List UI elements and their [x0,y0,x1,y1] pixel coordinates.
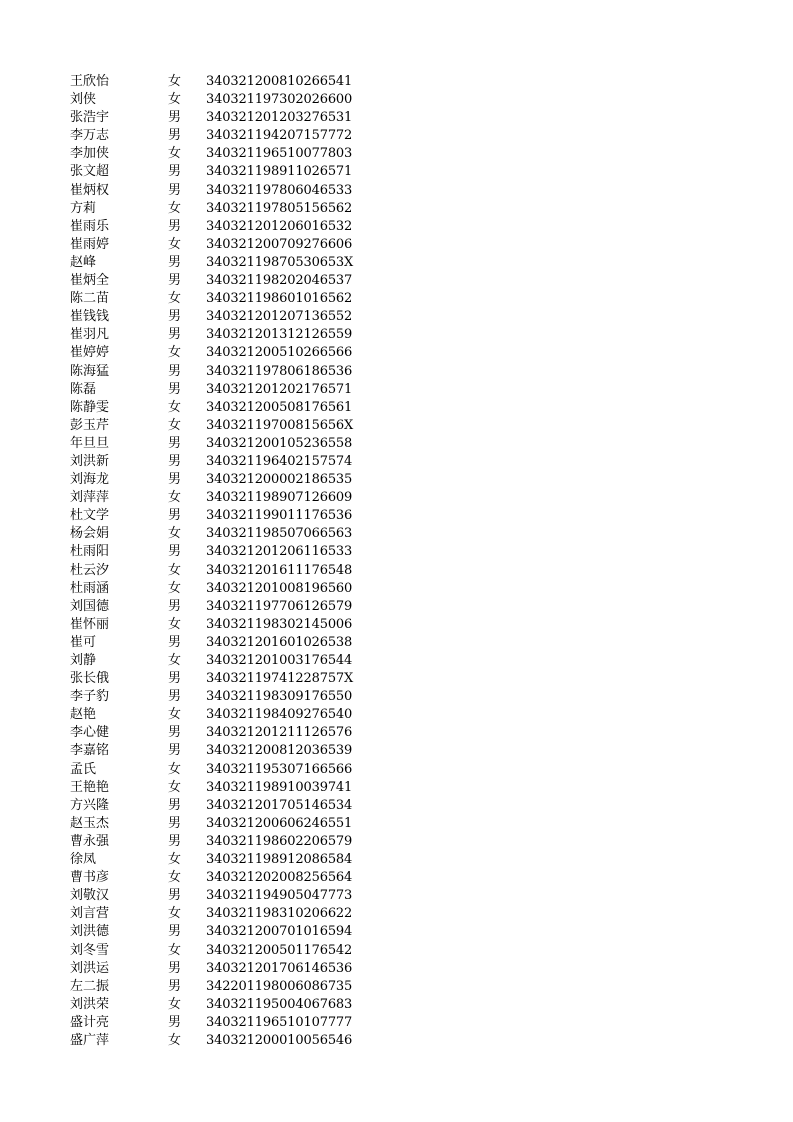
name-cell: 年旦旦 [70,435,110,451]
id-number-cell: 340321197806186536 [206,363,353,379]
gender-cell: 男 [168,182,182,198]
name-cell: 崔钱钱 [70,309,110,325]
name-cell: 崔可 [70,634,97,650]
table-row [70,797,370,815]
table-row [70,236,370,254]
table-row [70,417,370,435]
name-cell: 李心健 [70,725,110,741]
table-row [70,453,370,471]
gender-cell: 女 [168,580,182,596]
id-number-cell: 340321201206016532 [206,218,353,234]
id-number-cell: 340321197805156562 [206,200,353,216]
id-number-cell: 340321194905047773 [206,888,353,904]
gender-cell: 男 [168,1014,182,1030]
gender-cell: 男 [168,110,182,126]
id-number-cell: 340321200810266541 [206,74,353,89]
table-row [70,290,370,308]
gender-cell: 女 [168,779,182,795]
name-cell: 赵艳 [70,707,97,723]
name-cell: 刘静 [70,653,97,668]
id-number-cell: 340321200002186535 [206,472,353,488]
id-number-cell: 340321201705146534 [206,797,353,813]
table-row [70,706,370,724]
name-cell: 刘侠 [70,92,97,108]
gender-cell: 男 [168,128,182,144]
table-row [70,182,370,200]
id-number-cell: 340321198910039741 [206,779,353,795]
name-cell: 李加侠 [70,146,110,162]
gender-cell: 男 [168,689,182,705]
name-cell: 徐凤 [70,852,97,868]
name-cell: 王艳艳 [70,779,110,795]
id-number-cell: 340321197706126579 [206,598,353,614]
table-row [70,399,370,417]
gender-cell: 男 [168,544,182,560]
gender-cell: 男 [168,254,182,270]
table-row [70,688,370,706]
table-row [70,562,370,580]
id-number-cell: 340321200010056546 [206,1032,353,1048]
id-number-cell: 340321198409276540 [206,707,353,723]
gender-cell: 女 [168,417,182,433]
gender-cell: 男 [168,743,182,759]
name-cell: 李子豹 [70,689,110,705]
name-cell: 张浩宇 [70,110,110,126]
name-cell: 杜雨涵 [70,580,110,596]
name-cell: 李嘉铭 [70,743,110,759]
name-cell: 杜云汐 [70,562,110,578]
name-cell: 刘洪新 [70,453,110,469]
id-number-cell: 340321200812036539 [206,743,353,759]
gender-cell: 女 [168,291,182,307]
gender-cell: 男 [168,508,182,524]
id-number-cell: 340321198302145006 [206,616,353,632]
table-row [70,960,370,978]
gender-cell: 男 [168,381,182,397]
id-number-cell: 340321200709276606 [206,236,353,252]
table-row [70,127,370,145]
table-row [70,815,370,833]
id-number-cell: 340321195004067683 [206,996,353,1012]
id-number-cell: 340321201202176571 [206,381,353,397]
id-number-cell: 340321196402157574 [206,453,353,469]
table-row [70,363,370,381]
id-number-cell: 340321201206116533 [206,544,353,560]
gender-cell: 男 [168,671,182,687]
table-row [70,381,370,399]
table-row [70,887,370,905]
name-cell: 崔婷婷 [70,345,110,361]
gender-cell: 女 [168,490,182,506]
gender-cell: 女 [168,906,182,922]
name-cell: 盛广萍 [70,1032,110,1048]
name-cell: 崔炳权 [70,182,110,198]
name-cell: 杜文学 [70,508,110,524]
table-row [70,742,370,760]
name-cell: 刘洪德 [70,924,110,940]
gender-cell: 男 [168,273,182,289]
gender-cell: 女 [168,92,182,108]
table-row [70,978,370,996]
table-row [70,163,370,181]
name-cell: 刘敬汉 [70,888,110,904]
gender-cell: 女 [168,562,182,578]
id-number-cell: 340321198907126609 [206,490,353,506]
table-row [70,218,370,236]
id-number-cell: 340321200606246551 [206,815,353,831]
id-number-cell: 340321201312126559 [206,327,353,343]
id-number-cell: 340321198507066563 [206,526,353,542]
table-row [70,833,370,851]
id-number-cell: 34032119700815656X [206,417,354,433]
table-row [70,869,370,887]
name-cell: 张长俄 [70,671,110,687]
name-cell: 刘言营 [70,906,110,922]
gender-cell: 女 [168,761,182,777]
name-cell: 王欣怡 [70,74,110,89]
name-cell: 陈磊 [70,381,97,397]
name-cell: 曹书彦 [70,870,110,886]
table-row [70,1014,370,1032]
name-cell: 赵玉杰 [70,815,110,831]
table-row [70,73,370,91]
gender-cell: 女 [168,852,182,868]
name-cell: 崔怀丽 [70,616,110,632]
gender-cell: 男 [168,833,182,849]
table-row [70,616,370,634]
table-row [70,652,370,670]
name-cell: 杜雨阳 [70,544,110,560]
table-row [70,272,370,290]
id-number-cell: 340321198310206622 [206,906,353,922]
table-row [70,923,370,941]
table-row [70,200,370,218]
table-row [70,507,370,525]
id-number-cell: 340321200701016594 [206,924,353,940]
id-number-cell: 340321201611176548 [206,562,353,578]
name-cell: 崔雨乐 [70,218,110,234]
gender-cell: 女 [168,942,182,958]
gender-cell: 女 [168,870,182,886]
name-cell: 盛计亮 [70,1014,110,1030]
name-cell: 曹永强 [70,833,110,849]
gender-cell: 女 [168,345,182,361]
table-row [70,1032,370,1050]
id-number-cell: 340321194207157772 [206,128,353,144]
name-cell: 赵峰 [70,254,97,270]
table-row [70,326,370,344]
name-cell: 陈静雯 [70,399,110,415]
table-row [70,525,370,543]
id-number-cell: 340321201706146536 [206,960,353,976]
name-cell: 彭玉芹 [70,417,110,433]
id-number-cell: 340321196510107777 [206,1014,353,1030]
id-number-cell: 340321201211126576 [206,725,353,741]
id-number-cell: 340321201003176544 [206,653,353,668]
gender-cell: 男 [168,634,182,650]
table-row [70,634,370,652]
id-number-cell: 34032119870530653X [206,254,354,270]
table-row [70,580,370,598]
name-cell: 陈二苗 [70,291,110,307]
table-row [70,471,370,489]
gender-cell: 男 [168,797,182,813]
name-cell: 张文超 [70,164,110,180]
name-cell: 方兴隆 [70,797,110,813]
id-number-cell: 340321198911026571 [206,164,353,180]
gender-cell: 女 [168,653,182,668]
gender-cell: 女 [168,74,182,89]
gender-cell: 男 [168,309,182,325]
gender-cell: 女 [168,399,182,415]
name-cell: 方莉 [70,200,97,216]
gender-cell: 男 [168,815,182,831]
gender-cell: 男 [168,924,182,940]
id-number-cell: 340321200501176542 [206,942,353,958]
table-row [70,91,370,109]
gender-cell: 女 [168,707,182,723]
table-row [70,254,370,272]
table-row [70,905,370,923]
gender-cell: 男 [168,888,182,904]
name-cell: 李万志 [70,128,110,144]
gender-cell: 男 [168,435,182,451]
id-number-cell: 340321202008256564 [206,870,353,886]
id-number-cell: 340321199011176536 [206,508,353,524]
table-row [70,779,370,797]
gender-cell: 男 [168,598,182,614]
id-number-cell: 340321198602206579 [206,833,353,849]
id-number-cell: 340321201207136552 [206,309,353,325]
table-row [70,308,370,326]
table-row [70,670,370,688]
gender-cell: 女 [168,526,182,542]
roster-table [70,73,370,1050]
table-row [70,724,370,742]
gender-cell: 男 [168,725,182,741]
table-row [70,145,370,163]
table-row [70,435,370,453]
gender-cell: 女 [168,236,182,252]
gender-cell: 男 [168,453,182,469]
name-cell: 刘冬雪 [70,942,110,958]
name-cell: 崔炳全 [70,273,110,289]
id-number-cell: 34032119741228757X [206,671,354,687]
id-number-cell: 340321200105236558 [206,435,353,451]
name-cell: 孟氏 [70,761,97,777]
gender-cell: 女 [168,616,182,632]
gender-cell: 女 [168,996,182,1012]
gender-cell: 男 [168,978,182,994]
name-cell: 刘国德 [70,598,110,614]
table-row [70,851,370,869]
table-row [70,543,370,561]
id-number-cell: 340321195307166566 [206,761,353,777]
table-row [70,761,370,779]
table-row [70,344,370,362]
gender-cell: 男 [168,327,182,343]
id-number-cell: 340321201008196560 [206,580,353,596]
gender-cell: 男 [168,164,182,180]
name-cell: 崔羽凡 [70,327,110,343]
name-cell: 刘洪运 [70,960,110,976]
name-cell: 崔雨婷 [70,236,110,252]
id-number-cell: 340321198912086584 [206,852,353,868]
table-row [70,942,370,960]
gender-cell: 男 [168,472,182,488]
gender-cell: 男 [168,960,182,976]
gender-cell: 女 [168,146,182,162]
name-cell: 左二振 [70,978,110,994]
table-row [70,996,370,1014]
id-number-cell: 340321197806046533 [206,182,353,198]
name-cell: 刘萍萍 [70,490,110,506]
id-number-cell: 342201198006086735 [206,978,353,994]
name-cell: 刘海龙 [70,472,110,488]
gender-cell: 男 [168,218,182,234]
id-number-cell: 340321201601026538 [206,634,353,650]
id-number-cell: 340321201203276531 [206,110,353,126]
table-row [70,489,370,507]
table-row [70,598,370,616]
table-row [70,109,370,127]
id-number-cell: 340321196510077803 [206,146,353,162]
id-number-cell: 340321198202046537 [206,273,353,289]
gender-cell: 女 [168,200,182,216]
id-number-cell: 340321198309176550 [206,689,353,705]
gender-cell: 男 [168,363,182,379]
name-cell: 杨会娟 [70,526,110,542]
name-cell: 刘洪荣 [70,996,110,1012]
id-number-cell: 340321200510266566 [206,345,353,361]
id-number-cell: 340321198601016562 [206,291,353,307]
gender-cell: 女 [168,1032,182,1048]
id-number-cell: 340321200508176561 [206,399,353,415]
name-cell: 陈海猛 [70,363,110,379]
id-number-cell: 340321197302026600 [206,92,353,108]
